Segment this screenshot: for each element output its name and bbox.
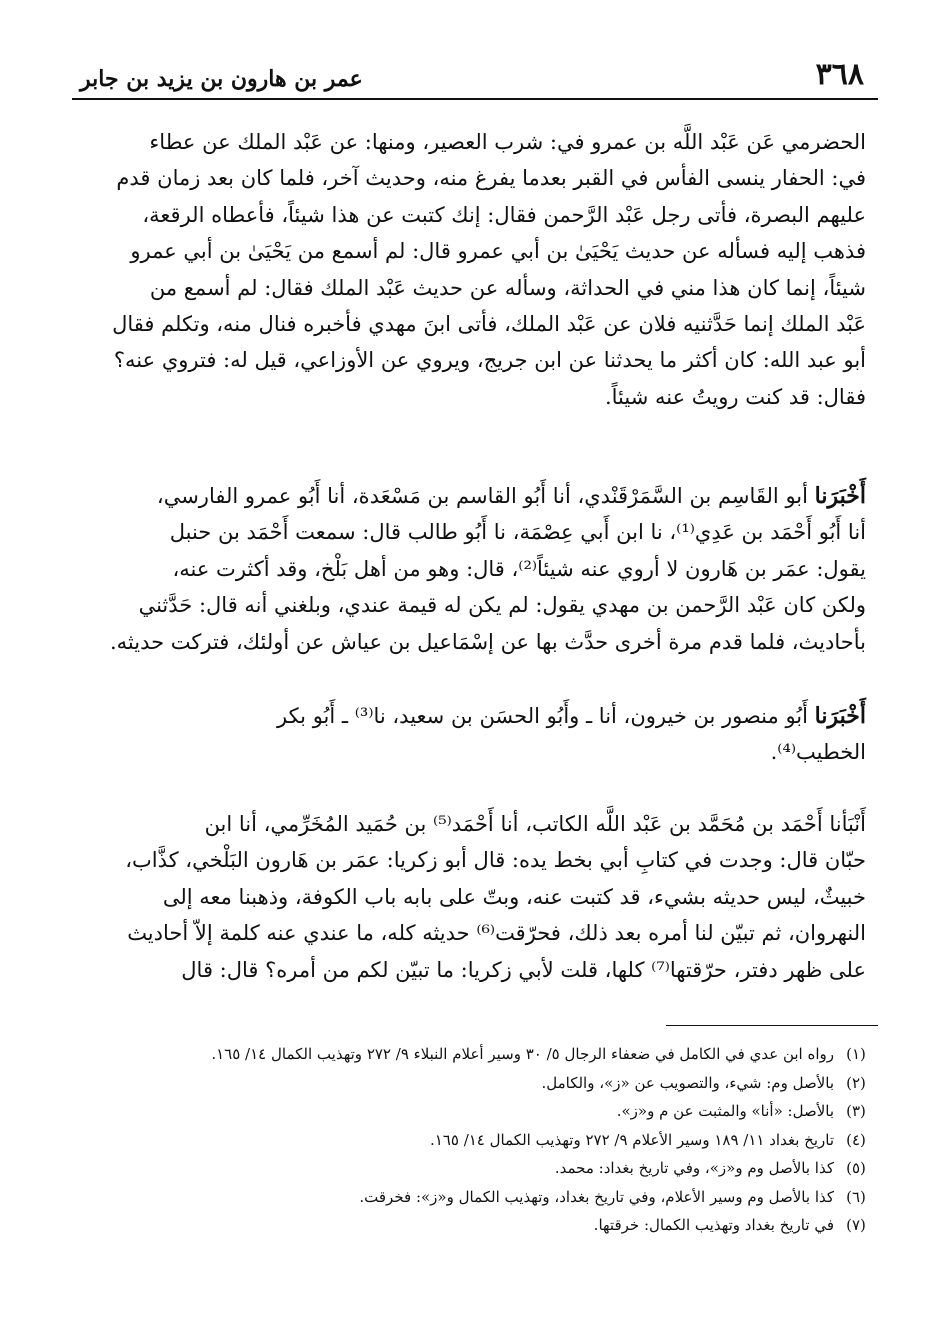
text-line: في: الحفار ينسى الفأس في القبر بعدما يفرغ منه، وحديث آخر، فلما كان بعد زمان قدم — [116, 166, 866, 191]
footnote-item — [60, 1097, 878, 1126]
footnote-item — [60, 1040, 878, 1069]
paragraph-2 — [72, 478, 866, 660]
text-line: النهروان، ثم تبيّن لنا أمره بعد ذلك، فحرّقت⁽⁶⁾ حديثه كله، ما عندي عنه كلمة إلاّ أحاديث — [127, 921, 866, 946]
footnote-number: (٣) — [846, 1102, 866, 1120]
footnote-text: رواه ابن عدي في الكامل في ضعفاء الرجال ٥/ ٣٠ وسير أعلام النبلاء ٩/ ٢٧٢ وتهذيب الكمال ١٤/ ١٦٥. — [211, 1045, 834, 1063]
text-line — [72, 698, 866, 734]
footnote-number: (١) — [846, 1045, 866, 1063]
lead-word: أَخْبَرَنا — [814, 703, 866, 729]
text-line: خبيثٌ، ليس حديثه بشيء، قد كتبت عنه، وبتّ على بابه باب الكوفة، وذهبنا معه إلى — [162, 884, 866, 909]
footnote-item — [60, 1183, 878, 1212]
paragraph-1 — [72, 124, 866, 415]
text-line: يقول: عمَر بن هَارون لا أروي عنه شيئاً⁽²⁾، قال: وهو من أهل بَلْخ، وقد أكثرت عنه، — [172, 556, 866, 581]
footnote-number: (٦) — [846, 1187, 866, 1206]
text-line: أَنْبَأنا أَحْمَد بن مُحَمَّد بن عَبْد اللَّه الكاتب، أنا أَحْمَد⁽⁵⁾ بن حُمَيد المُخَرِّمي، أنا ابن — [204, 812, 866, 836]
running-title: عمر بن هارون بن يزيد بن جابر — [80, 66, 363, 92]
footnotes-list — [60, 1040, 878, 1240]
footnote-number: (٧) — [846, 1216, 866, 1234]
footnote-item — [60, 1154, 878, 1183]
text-line: فقال: قد كنت رويتُ عنه شيئاً. — [604, 384, 866, 409]
text-span: أبو القَاسِم بن السَّمَرْقَنْدي، أنا أَبُو القاسم بن مَسْعَدة، أنا أَبُو عمرو الفارسي، — [156, 484, 808, 508]
footnote-number: (٤) — [846, 1130, 866, 1149]
lead-word: أَخْبَرَنا — [814, 483, 866, 509]
footnote-text: بالأصل: «أنا» والمثبت عن م و«ز». — [616, 1102, 834, 1120]
footnote-text: تاريخ بغداد ١١/ ١٨٩ وسير الأعلام ٩/ ٢٧٢ وتهذيب الكمال ١٤/ ١٦٥. — [429, 1130, 834, 1149]
paragraph-4 — [72, 806, 866, 988]
footnote-text: بالأصل وم: شيء، والتصويب عن «ز»، والكامل. — [541, 1073, 834, 1092]
text-line: أبو عبد الله: كان أكثر ما يحدثنا عن ابن جريج، ويروي عن الأوزاعي، قيل له: فتروي عنه؟ — [113, 348, 866, 373]
page-number: ٣٦٨ — [815, 57, 864, 92]
footnote-item — [60, 1126, 878, 1155]
footnote-text: كذا بالأصل وم وسير الأعلام، وفي تاريخ بغداد، وتهذيب الكمال و«ز»: فخرقت. — [359, 1187, 834, 1206]
text-line: ولكن كان عَبْد الرَّحمن بن مهدي يقول: لم يكن له قيمة عندي، وبلغني أنه قال: حَدَّثني — [138, 593, 866, 618]
page-header — [72, 58, 878, 100]
text-span: أَبُو منصور بن خيرون، أنا ـ وأَبُو الحسَن بن سعيد، نا⁽³⁾ ـ أَبُو بكر — [277, 704, 808, 728]
text-line: الحضرمي عَن عَبْد اللَّه بن عمرو في: شرب العصير، ومنها: عن عَبْد الملك عن عطاء — [149, 130, 866, 154]
text-line: على ظهر دفتر، حرّقتها⁽⁷⁾ كلها، قلت لأبي زكريا: ما تبيّن لكم من أمره؟ قال: قال — [181, 957, 866, 982]
text-line: الخطيب⁽⁴⁾. — [770, 740, 866, 765]
footnote-text: كذا بالأصل وم و«ز»، وفي تاريخ بغداد: محمد. — [554, 1159, 834, 1177]
footnote-divider — [666, 1025, 878, 1026]
footnote-number: (٢) — [846, 1073, 866, 1092]
footnote-text: في تاريخ بغداد وتهذيب الكمال: خرقتها. — [593, 1216, 834, 1234]
footnote-item — [60, 1211, 878, 1240]
text-line: حبّان قال: وجدت في كتابِ أبي بخط يده: قال أبو زكريا: عمَر بن هَارون البَلْخي، كذَّاب، — [125, 848, 866, 873]
text-line: فذهب إليه فسأله عن حديث يَحْيَىٰ بن أبي عمرو قال: لم أسمع من يَحْيَىٰ بن أبي عمرو — [130, 239, 866, 264]
text-line: عَبْد الملك إنما حَدَّثنيه فلان عن عَبْد الملك، فأتى ابنَ مهدي فأخبره فنال منه، وتكلم فقال — [112, 312, 866, 337]
paragraph-3 — [72, 698, 866, 771]
text-line: عليهم البصرة، فأتى رجل عَبْد الرَّحمن فقال: إنك كتبت عن هذا شيئاً، فأعطاه الرقعة، — [142, 202, 866, 227]
text-line — [72, 478, 866, 514]
footnote-item — [60, 1069, 878, 1098]
text-line: شيئاً، إنما كان هذا مني في الحداثة، وسأله عن حديث عَبْد الملك فقال: لم أسمع من — [149, 275, 866, 300]
footnote-number: (٥) — [846, 1159, 866, 1177]
text-line: أنا أَبُو أَحْمَد بن عَدِي⁽¹⁾، نا ابن أَبي عِصْمَة، نا أَبُو طالب قال: سمعت أَحْمَد بن حنبل — [169, 520, 866, 545]
text-line: بأحاديث، فلما قدم مرة أخرى حدَّث بها عن إسْمَاعيل بن عياش عن أولئك، فتركت حديثه. — [109, 629, 866, 654]
